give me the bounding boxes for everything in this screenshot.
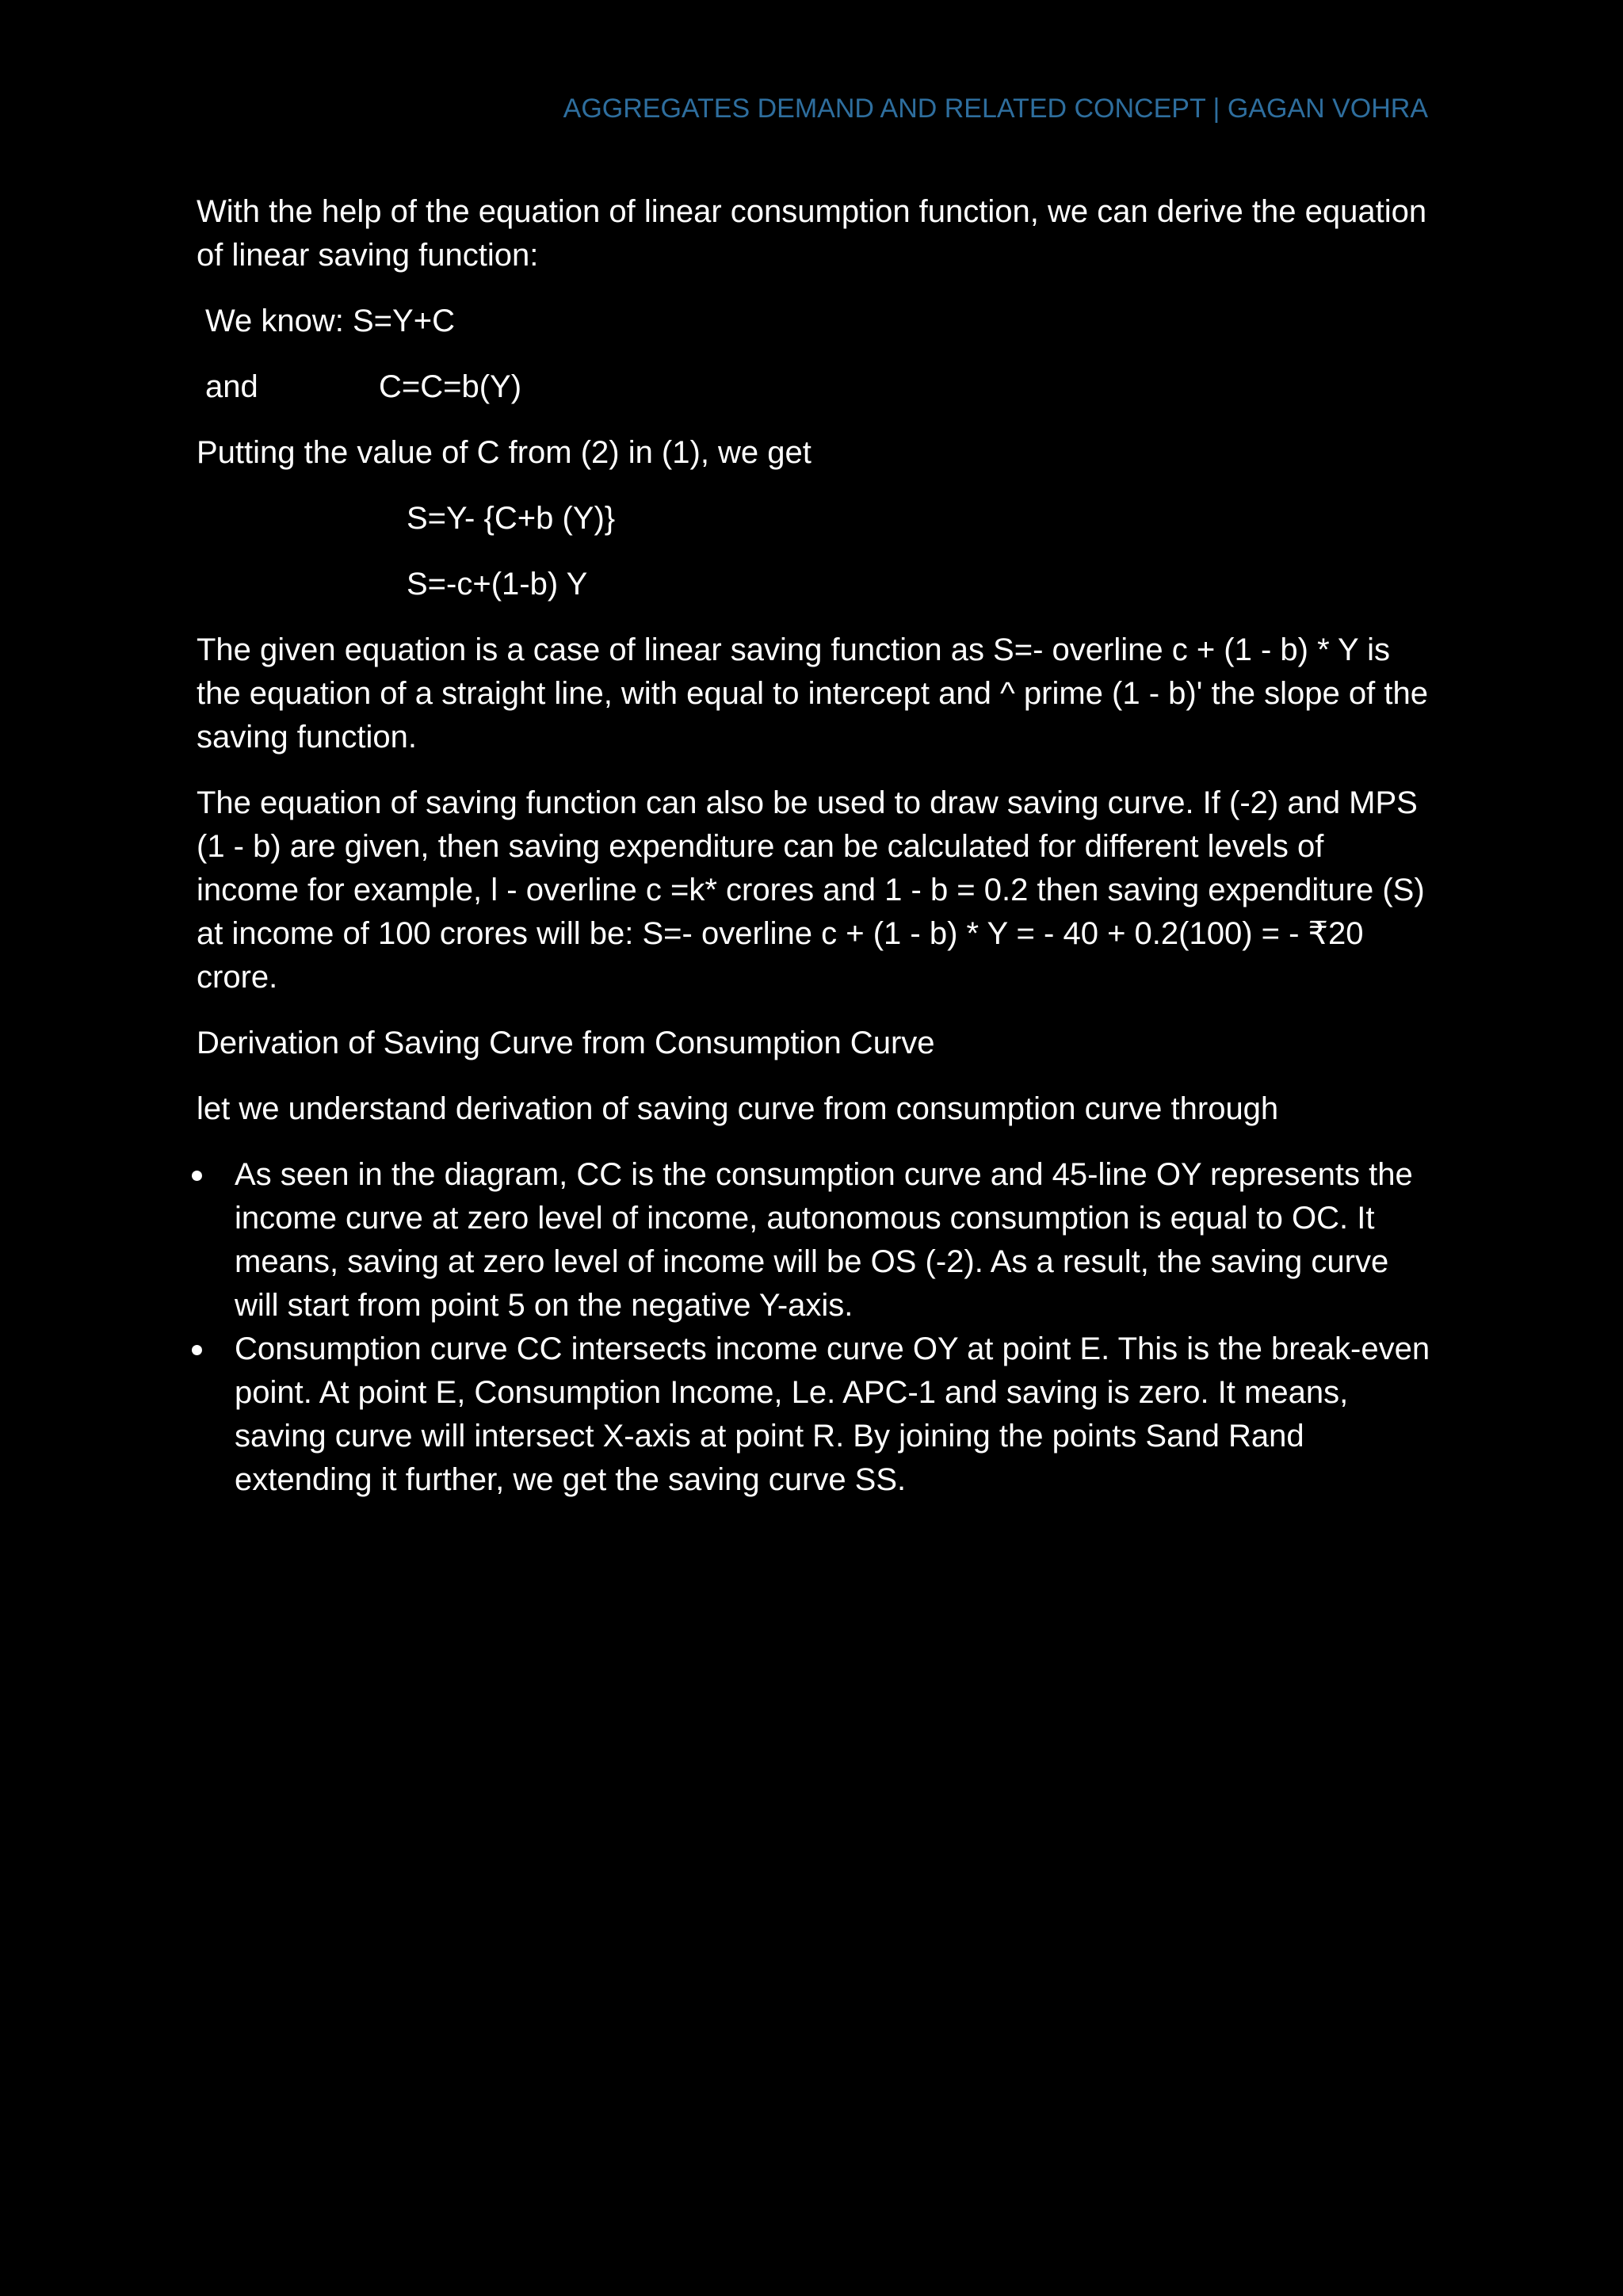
and-line <box>197 365 1433 409</box>
page-content <box>197 190 1433 1502</box>
intro-paragraph: With the help of the equation of linear consumption function, we can derive the equation of linear saving function: <box>197 194 1427 273</box>
running-header: AGGREGATES DEMAND AND RELATED CONCEPT | GAGAN VOHRA <box>563 94 1428 124</box>
bullet-item: As seen in the diagram, CC is the consumption curve and 45-line OY represents the income curve at zero level of income, autonomous consumption is equal to OC. It means, saving at zero level of income will be OS (-2). As a result, the saving curve will start from point 5 on the negative Y-axis. <box>235 1153 1433 1328</box>
linear-saving-paragraph: The given equation is a case of linear saving function as S=- overline c + (1 - b) * Y is the equation of a straight line, with equal to intercept and ^ prime (1 - b)' the slope of the saving function. <box>197 632 1428 755</box>
we-know-line: We know: S=Y+C <box>205 304 455 338</box>
section-heading: Derivation of Saving Curve from Consumption Curve <box>197 1026 935 1060</box>
and-word: and <box>205 369 258 404</box>
putting-value-line: Putting the value of C from (2) in (1), we get <box>197 435 812 470</box>
bullet-list <box>197 1153 1433 1502</box>
saving-curve-paragraph: The equation of saving function can also be used to draw saving curve. If (-2) and MPS (1 - b) are given, then saving expenditure can be calculated for different levels of income for example, l - overline c =k* crores and 1 - b = 0.2 then saving expenditure (S) at income of 100 crores will be: S=- overline c + (1 - b) * Y = - 40 + 0.2(100) = - ₹20 crore. <box>197 785 1425 995</box>
saving-equation-step-2: S=-c+(1-b) Y <box>407 567 588 602</box>
consumption-equation: C=C=b(Y) <box>379 369 522 404</box>
saving-equation-step-1: S=Y- {C+b (Y)} <box>407 501 616 536</box>
bullet-item: Consumption curve CC intersects income curve OY at point E. This is the break-even point. At point E, Consumption Income, Le. APC-1 and saving is zero. It means, saving curve will intersect X-axis at point R. By joining the points Sand Rand extending it further, we get the saving curve SS. <box>235 1328 1433 1502</box>
lead-line: let we understand derivation of saving curve from consumption curve through <box>197 1091 1279 1126</box>
